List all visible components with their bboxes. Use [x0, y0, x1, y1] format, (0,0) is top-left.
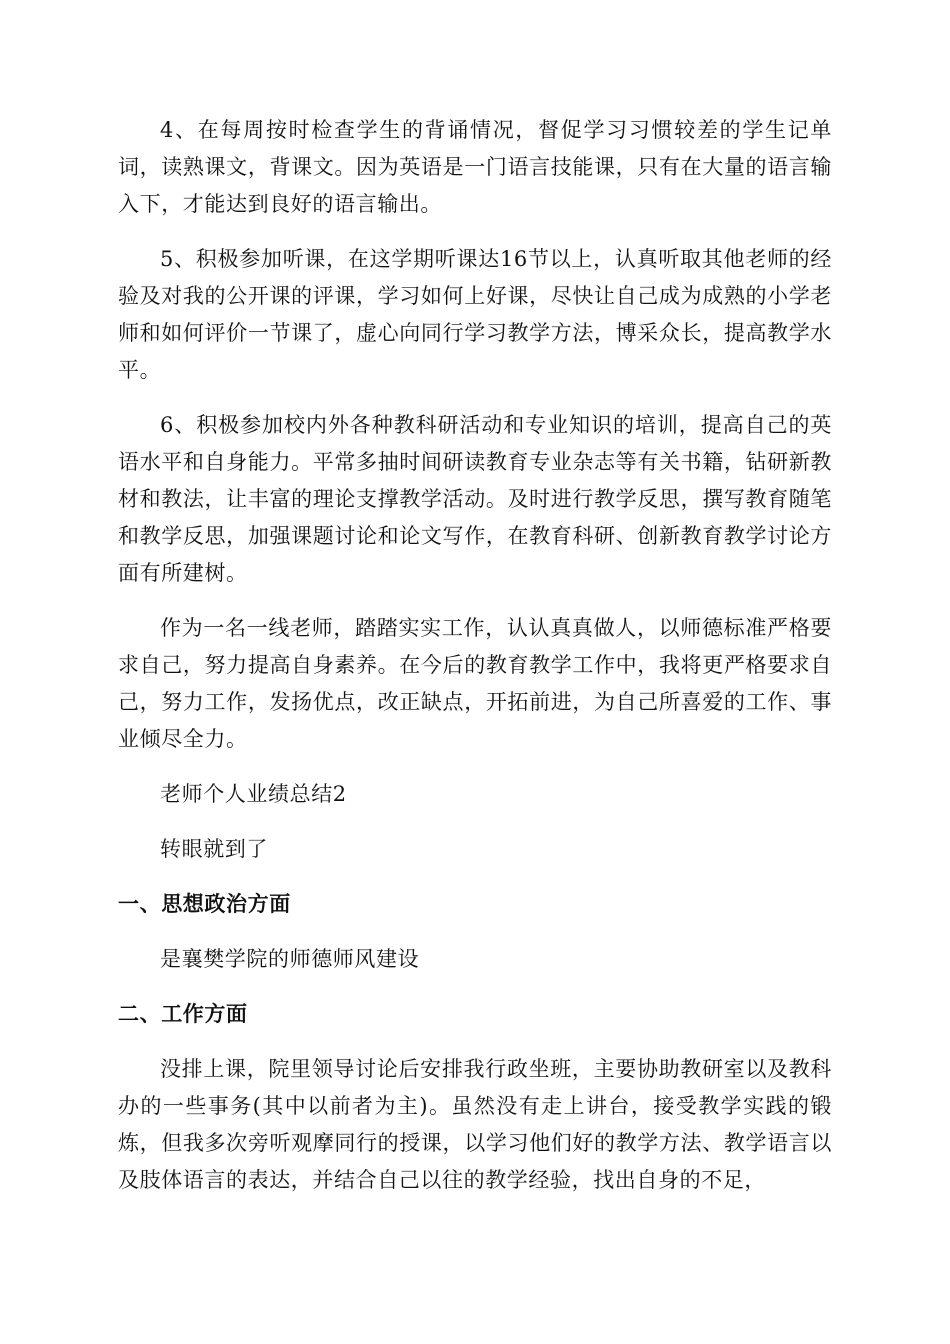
paragraph-conclusion: 作为一名一线老师，踏踏实实工作，认认真真做人，以师德标准严格要求自己，努力提高自身素养。在今后的教育教学工作中，我将更严格要求自己，努力工作，发扬优点，改正缺点，开拓前进，为自己所喜爱的工作、事业倾尽全力。 [118, 616, 832, 751]
paragraph-political: 是襄樊学院的师德师风建设 [160, 947, 420, 971]
document-page [118, 112, 832, 1217]
paragraph-item-6: 6、积极参加校内外各种教科研活动和专业知识的培训，提高自己的英语水平和自身能力。平常多抽时间研读教育专业杂志等有关书籍，钻研新教材和教法，让丰富的理论支撑教学活动。及时进行教学反思，撰写教育随笔和教学反思，加强课题讨论和论文写作，在教育科研、创新教育教学讨论方面有所建树。 [118, 413, 832, 585]
paragraph-intro: 转眼就到了 [160, 837, 268, 861]
paragraph-item-4: 4、在每周按时检查学生的背诵情况，督促学习习惯较差的学生记单词，读熟课文，背课文。因为英语是一门语言技能课，只有在大量的语言输入下，才能达到良好的语言输出。 [118, 118, 832, 216]
heading-political: 一、思想政治方面 [118, 892, 291, 916]
paragraph-item-5: 5、积极参加听课，在这学期听课达16节以上，认真听取其他老师的经验及对我的公开课的评课，学习如何上好课，尽快让自己成为成熟的小学老师和如何评价一节课了，虚心向同行学习教学方法，博采众长，提高教学水平。 [118, 247, 832, 382]
heading-work: 二、工作方面 [118, 1002, 248, 1026]
section-title: 老师个人业绩总结2 [160, 782, 347, 806]
paragraph-work: 没排上课，院里领导讨论后安排我行政坐班，主要协助教研室以及教科办的一些事务(其中以前者为主)。虽然没有走上讲台，接受教学实践的锻炼，但我多次旁听观摩同行的授课，以学习他们好的教学方法、教学语言以及肢体语言的表达，并结合自己以往的教学经验，找出自身的不足， [118, 1057, 832, 1192]
